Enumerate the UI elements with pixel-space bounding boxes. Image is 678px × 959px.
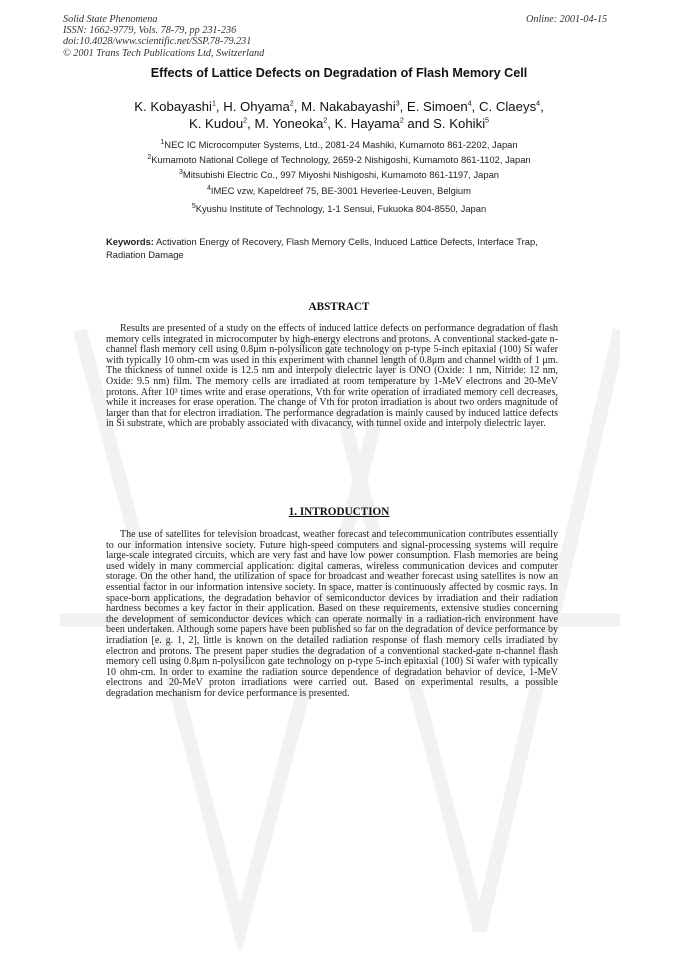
abstract-paragraph: Results are presented of a study on the effects of induced lattice defects on performance degradation of flash memory cells integrated in microcomputer by high-energy electrons and protons. A conventional stacked-gate n-channel flash memory cell using 0.8μm n-polysilicon gate technology on p-type 5-inch epitaxial (100) Si wafer with typically 10 ohm-cm was used in this experiment with channel length of 0.8μm and channel width of 1 μm. The thickness of tunnel oxide is 12.5 nm and interpoly dielectric layer is ONO (Oxide: 1 nm, Nitride: 12 nm, Oxide: 9.5 nm) film. The memory cells are irradiated at room temperature by 1-MeV electrons and 20-MeV protons. After 10³ times write and erase operations, Vth for write operation of irradiated memory cell decreases, while it increases for erase operation. The change of Vth for proton irradiation is about two orders magnitude of larger than that for electron irradiation. The performance degradation is mainly caused by induced lattice defects in Si substrate, which are probably associated with divacancy, with tunnel oxide and interpoly dielectric layer.: [106, 323, 558, 430]
paper-title: Effects of Lattice Defects on Degradation of Flash Memory Cell: [150, 66, 528, 80]
author: K. Kobayashi$^1$,: [134, 99, 224, 114]
affiliation: $^5$Kyushu Institute of Technology, 1-1 Sensui, Fukuoka 804-8550, Japan: [191, 202, 487, 214]
author: M. Yoneoka$^2$,: [254, 116, 335, 131]
issn-line: ISSN: 1662-9779, Vols. 78-79, pp 231-236: [63, 25, 237, 37]
author-line-2: [0, 115, 678, 132]
author-list: [0, 98, 678, 132]
author: E. Simoen$^4$,: [406, 99, 479, 114]
keywords-label: Keywords:: [106, 236, 154, 247]
author: H. Ohyama$^2$,: [223, 99, 302, 114]
abstract-body: [106, 324, 558, 430]
author: K. Hayama$^2$ and: [334, 116, 434, 131]
affiliation: $^1$NEC IC Microcomputer Systems, Ltd., 2081-24 Mashiki, Kumamoto 861-2202, Japan: [160, 138, 518, 150]
introduction-paragraph: The use of satellites for television broadcast, weather forecast and telecommunication contributes essentially to our information intensive society. Future high-speed computers and signal-processing systems will require large-scale integrated circuits, which are very fast and have low power consumption. Flash memories are being used widely in many commercial application: digital cameras, wireless communication devices and computer storage. On the other hand, the utilization of space for broadcast and weather forecast using satellites is now an essential factor in our information intensive society. In space, matter is continuously affected by cosmic rays. In space-born applications, the degradation behavior of semiconductor devices by irradiation and their radiation hardness becomes a key factor in their application. Based on these requirements, extensive studies concerning the development of semiconductor devices which can operate normally in a radiation-rich environment have been undertaken. Although some papers have been published so far on the degradation of device performance by irradiation [e. g. 1, 2], little is known on the detailed radiation response of flash memory cells irradiated by electron and protons. The present paper studies the degradation of a conventional stacked-gate n-channel flash memory cell using 0.8μm n-polysilicon gate technology on p-type 5-inch epitaxial (100) Si wafer with typically 10 ohm-cm. In order to examine the radiation source dependence of degradation behavior of device, 1-MeV electrons and 20-MeV proton irradiations were carried out. Based on experimental results, a possible degradation mechanism for device performance is presented.: [106, 529, 558, 699]
online-date: Online: 2001-04-15: [526, 14, 608, 25]
introduction-body: [106, 530, 558, 700]
doi-line: doi:10.4028/www.scientific.net/SSP.78-79.231: [63, 36, 252, 48]
affiliation: $^4$IMEC vzw, Kapeldreef 75, BE-3001 Heverlee-Leuven, Belgium: [207, 184, 471, 196]
author: K. Kudou$^2$,: [188, 116, 255, 131]
abstract-heading: ABSTRACT: [308, 301, 370, 313]
copyright-line: © 2001 Trans Tech Publications Ltd, Switzerland: [63, 47, 265, 59]
introduction-heading: 1. INTRODUCTION: [288, 506, 390, 518]
author: C. Claeys$^4$,: [479, 99, 544, 114]
keywords: [106, 236, 558, 261]
journal-header: [63, 14, 264, 59]
author-line-1: [0, 98, 678, 115]
author: M. Nakabayashi$^3$,: [301, 99, 407, 114]
affiliation: $^2$Kumamoto National College of Technology, 2659-2 Nishigoshi, Kumamoto 861-1102, Japan: [147, 153, 531, 165]
keywords-text: Activation Energy of Recovery, Flash Memory Cells, Induced Lattice Defects, Interface Trap, Radiation Damage: [106, 236, 538, 260]
journal-name: Solid State Phenomena: [63, 14, 158, 25]
author: S. Kohiki$^5$: [433, 116, 490, 131]
affiliation: $^3$Mitsubishi Electric Co., 997 Miyoshi Nishigoshi, Kumamoto 861-1197, Japan: [178, 168, 500, 180]
